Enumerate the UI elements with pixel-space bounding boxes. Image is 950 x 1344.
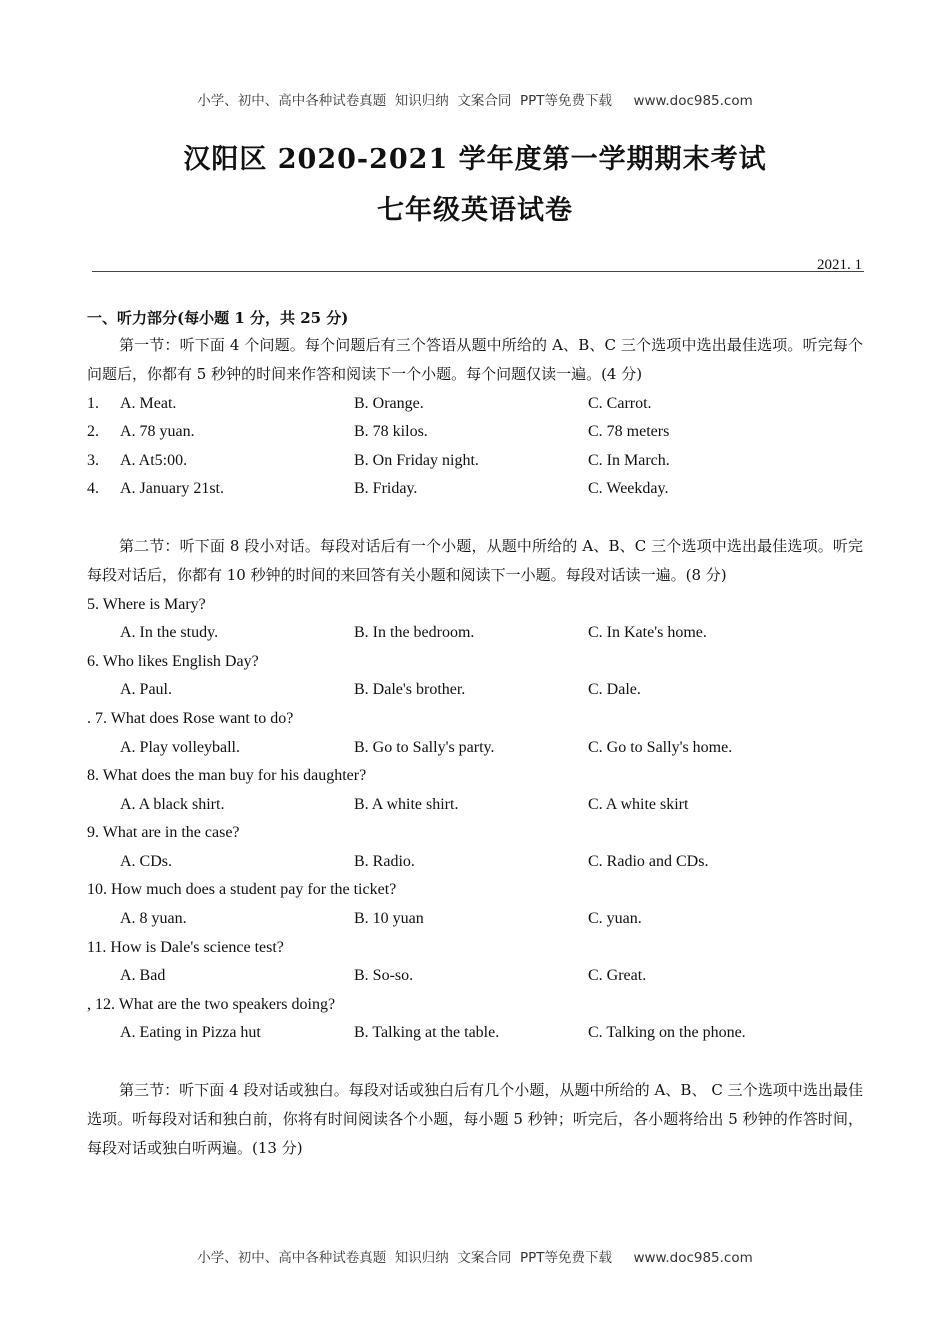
option-b: B. Friday. (354, 480, 418, 497)
page-header: 小学、初中、高中各种试卷真题 知识归纳 文案合同 PPT等免费下载 www.doc985.com (197, 93, 753, 109)
option-c: C. Talking on the phone. (588, 1024, 746, 1041)
option-b: B. 78 kilos. (354, 423, 428, 440)
page-footer: 小学、初中、高中各种试卷真题 知识归纳 文案合同 PPT等免费下载 www.doc985.com (197, 1250, 753, 1266)
option-a: A. In the study. (120, 624, 219, 641)
option-b: B. So-so. (354, 967, 414, 984)
option-a: A. CDs. (120, 853, 173, 870)
question-text: , 12. What are the two speakers doing? (87, 996, 336, 1013)
option-a: A. Meat. (120, 395, 177, 412)
option-b: B. Dale's brother. (354, 681, 466, 698)
part2-instructions: 第二节：听下面 8 段小对话。每段对话后有一个小题，从题中所给的 A、B、C 三个选项中选出最佳选项。听完每段对话后，你都有 10 秒钟的时间的来回答有关小题和阅读下一小题。每段对话读一遍。(8 分) (87, 537, 863, 584)
exam-date: 2021. 1 (817, 257, 862, 273)
question-text: 10. How much does a student pay for the ticket? (87, 881, 397, 898)
option-c: C. 78 meters (588, 423, 670, 440)
option-b: B. Orange. (354, 395, 424, 412)
option-c: C. Radio and CDs. (588, 853, 709, 870)
option-a: A. 78 yuan. (120, 423, 195, 440)
exam-title: 汉阳区 2020-2021 学年度第一学期期末考试 (183, 144, 767, 175)
option-a: A. 8 yuan. (120, 910, 187, 927)
question-text: . 7. What does Rose want to do? (87, 710, 294, 727)
option-c: C. yuan. (588, 910, 642, 927)
item-number: 2. (87, 423, 99, 440)
option-a: A. A black shirt. (120, 796, 225, 813)
option-b: B. 10 yuan (354, 910, 424, 927)
option-b: B. Talking at the table. (354, 1024, 500, 1041)
exam-subtitle: 七年级英语试卷 (377, 195, 573, 226)
option-c: C. In Kate's home. (588, 624, 707, 641)
part3-instructions: 第三节：听下面 4 段对话或独白。每段对话或独白后有几个小题，从题中所给的 A、B、 C 三个选项中选出最佳选项。听每段对话和独白前，你将有时间阅读各个小题，每小题 5 秒钟；听完后，各小题将给出 5 秒钟的作答时间，每段对话或独白听两遍。(13 分) (87, 1081, 863, 1157)
option-b: B. A white shirt. (354, 796, 459, 813)
item-number: 3. (87, 452, 99, 469)
item-number: 4. (87, 480, 99, 497)
item-number: 1. (87, 395, 99, 412)
question-text: 11. How is Dale's science test? (87, 939, 284, 956)
question-text: 5. Where is Mary? (87, 596, 206, 613)
option-c: C. Weekday. (588, 480, 669, 497)
header-rule (92, 271, 864, 272)
option-c: C. In March. (588, 452, 670, 469)
question-text: 6. Who likes English Day? (87, 653, 259, 670)
option-b: B. In the bedroom. (354, 624, 475, 641)
question-text: 9. What are in the case? (87, 824, 240, 841)
option-b: B. Radio. (354, 853, 415, 870)
option-a: A. Paul. (120, 681, 172, 698)
option-c: C. Dale. (588, 681, 641, 698)
option-c: C. Great. (588, 967, 647, 984)
option-a: A. Bad (120, 967, 166, 984)
question-text: 8. What does the man buy for his daughter? (87, 767, 367, 784)
option-a: A. At5:00. (120, 452, 188, 469)
option-b: B. Go to Sally's party. (354, 739, 495, 756)
option-b: B. On Friday night. (354, 452, 479, 469)
option-a: A. January 21st. (120, 480, 224, 497)
option-a: A. Eating in Pizza hut (120, 1024, 261, 1041)
option-c: C. A white skirt (588, 796, 689, 813)
option-c: C. Carrot. (588, 395, 652, 412)
option-a: A. Play volleyball. (120, 739, 240, 756)
part1-instructions: 第一节：听下面 4 个问题。每个问题后有三个答语从题中所给的 A、B、C 三个选项中选出最佳选项。听完每个问题后，你都有 5 秒钟的时间来作答和阅读下一个小题。每个问题仅读一遍。(4 分) (87, 336, 863, 383)
section-heading: 一、听力部分(每小题 1 分，共 25 分) (87, 309, 349, 327)
option-c: C. Go to Sally's home. (588, 739, 733, 756)
